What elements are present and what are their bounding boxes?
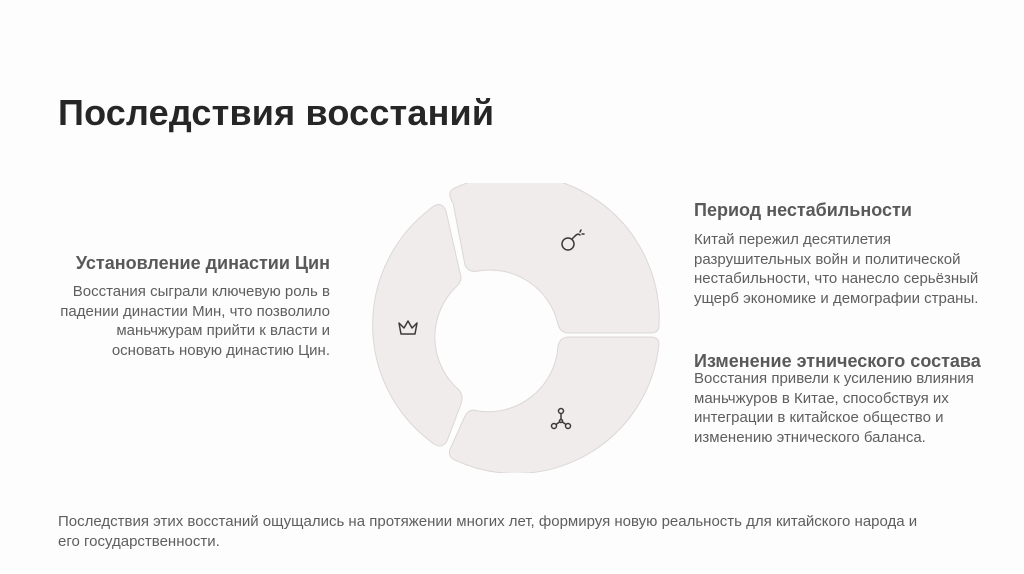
block-text: Восстания сыграли ключевую роль в падении династии Мин, что позволило маньчжурам прийти к власти и основать новую династию Цин. [60, 283, 330, 359]
block-ethnic-change [694, 350, 984, 447]
block-text: Восстания привели к усилению влияния маньчжуров в Китае, способствуя их интеграции в китайское общество и изменению этнического баланса. [694, 370, 974, 446]
block-text: Китай пережил десятилетия разрушительных войн и политической нестабильности, что нанесло серьёзный ущерб экономике и демографии страны. [694, 231, 979, 307]
segment-bottom [449, 337, 659, 473]
block-qing-dynasty [60, 252, 330, 360]
block-instability [694, 199, 984, 308]
segment-top-right [450, 183, 659, 333]
slide-footer-text: Последствия этих восстаний ощущались на протяжении многих лет, формируя новую реальность для китайского народа и его государственности. [58, 513, 918, 550]
segment-left [373, 204, 462, 446]
slide-title: Последствия восстаний [58, 92, 495, 133]
cycle-diagram [361, 183, 663, 473]
block-heading: Установление династии Цин [75, 253, 330, 273]
block-heading: Изменение этнического состава [694, 351, 981, 371]
block-heading: Период нестабильности [694, 200, 912, 220]
